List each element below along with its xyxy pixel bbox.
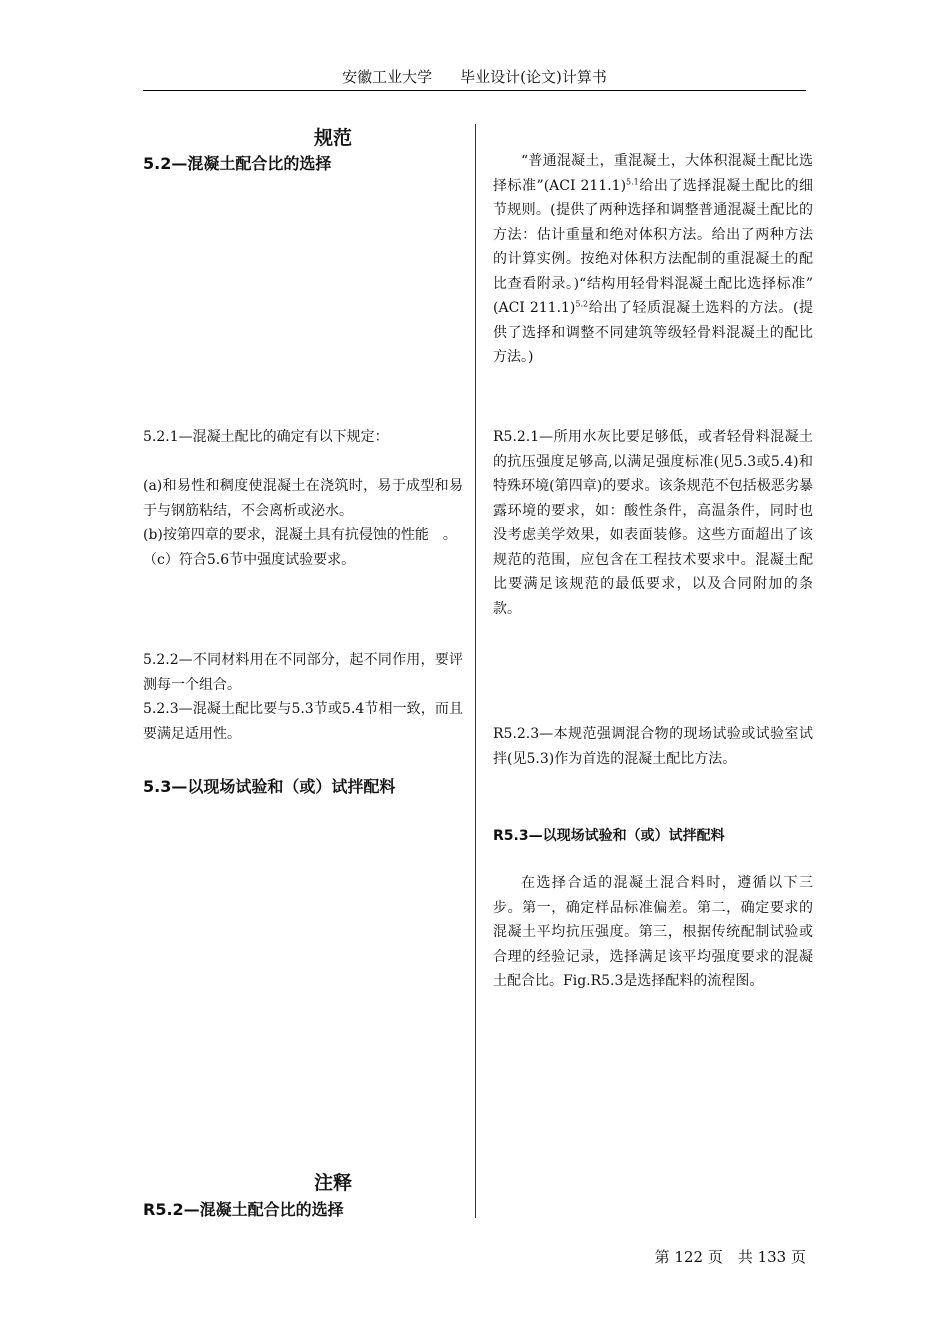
intro-text-b: 给出了选择混凝土配比的细节规则。(提供了两种选择和调整普通混凝土配比的方法：估计重量和绝对体积方法。给出了两种方法的计算实例。按绝对体积方法配制的重混凝土的配比查看附录。)“结构用轻骨料混凝土配比选择标准” (ACI 211.1) (493, 177, 814, 316)
clause-5-2-1-b: (b)按第四章的要求，混凝土具有抗侵蚀的性能 。 (143, 527, 457, 543)
heading-r5-2: R5.2—混凝土配合比的选择 (143, 1200, 344, 1219)
heading-r5-3: R5.3—以现场试验和（或）试拌配料 (493, 828, 725, 844)
code-section-title: 规范 (313, 127, 352, 149)
heading-5-3: 5.3—以现场试验和（或）试拌配料 (143, 777, 396, 796)
header-school: 安徽工业大学 (342, 68, 433, 86)
column-divider (475, 124, 476, 1218)
commentary-r5-3-body: 在选择合适的混凝土混合料时，遵循以下三步。第一，确定样品标准偏差。第二，确定要求的混凝土平均抗压强度。第三，根据传统配制试验或合理的经验记录，选择满足该平均强度要求的混凝土配合比。Fig.R5.3是选择配料的流程图。 (493, 875, 813, 989)
commentary-intro (493, 149, 813, 370)
clause-5-2-2-3 (143, 648, 463, 746)
commentary-r5-2-3: R5.2.3—本规范强调混合物的现场试验或试验室试拌(见5.3)作为首选的混凝土配比方法。 (493, 726, 813, 767)
heading-5-2: 5.2—混凝土配合比的选择 (143, 154, 332, 173)
clause-5-2-1-items (143, 474, 463, 572)
intro-text-c: 给出了轻质混凝土选料的方法。(提供了选择和调整不同建筑等级轻骨料混凝土的配比方法。) (493, 300, 813, 365)
intro-text-a: “普通混凝土，重混凝土，大体积混凝土配比选择标准”(ACI 211.1) (493, 153, 813, 194)
ref-5-2: 5.2 (575, 299, 589, 309)
header-doc-title: 毕业设计(论文)计算书 (460, 68, 607, 86)
page-header (143, 68, 806, 91)
ref-5-1: 5.1 (626, 176, 639, 186)
commentary-r5-2-1: R5.2.1—所用水灰比要足够低，或者轻骨料混凝土的抗压强度足够高,以满足强度标准(见5.3或5.4)和特殊环境(第四章)的要求。该条规范不包括极恶劣暴露环境的要求，如：酸性条件，高温条件，同时也没考虑美学效果，如表面装修。这些方面超出了该规范的范围，应包含在工程技术要求中。混凝土配比要满足该规范的最低要求，以及合同附加的条款。 (493, 429, 813, 617)
clause-5-2-1-a: (a)和易性和稠度使混凝土在浇筑时，易于成型和易于与钢筋粘结，不会离析或泌水。 (143, 478, 463, 519)
clause-5-2-1-c: （c）符合5.6节中强度试验要求。 (143, 551, 356, 568)
clause-5-2-3: 5.2.3—混凝土配比要与5.3节或5.4节相一致，而且要满足适用性。 (143, 701, 463, 742)
page-number: 第 122 页 共 133 页 (654, 1248, 806, 1266)
clause-5-2-1: 5.2.1—混凝土配比的确定有以下规定： (143, 429, 389, 445)
commentary-section-title: 注释 (313, 1172, 352, 1194)
clause-5-2-2: 5.2.2—不同材料用在不同部分，起不同作用，要评测每一个组合。 (143, 652, 463, 693)
